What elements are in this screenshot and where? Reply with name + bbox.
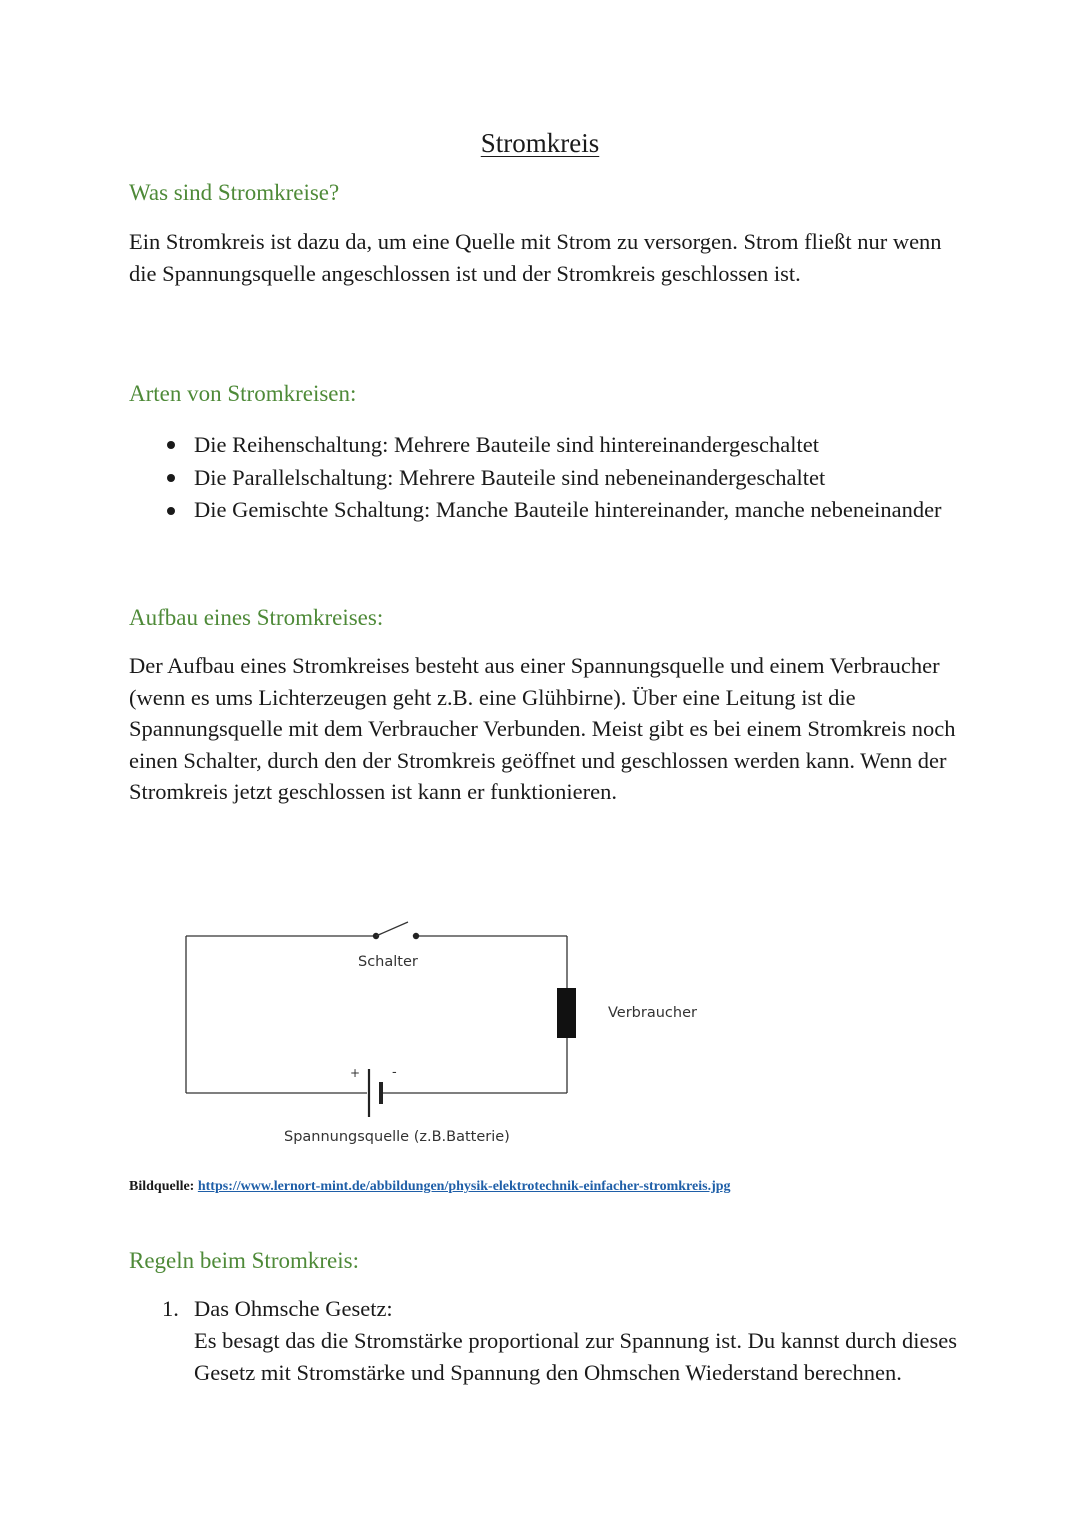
circuit-diagram-drawing	[180, 910, 740, 1160]
plus-sign: +	[350, 1066, 361, 1080]
switch-label: Schalter	[358, 954, 418, 970]
heading-what-are-circuits: Was sind Stromkreise?	[129, 180, 340, 205]
heading-circuit-structure: Aufbau eines Stromkreises:	[129, 605, 384, 630]
circuit-diagram	[180, 910, 740, 1160]
rule-text: Es besagt das die Stromstärke proportional zur Spannung ist. Du kannst durch dieses Gesetz mit Stromstärke und Spannung den Ohmschen Wiederstand berechnen.	[194, 1328, 957, 1385]
list-item: Die Reihenschaltung: Mehrere Bauteile sind hintereinandergeschaltet	[129, 428, 959, 461]
list-item-number: 1.	[162, 1296, 179, 1321]
page-title: Stromkreis	[480, 128, 600, 158]
switch-lever	[376, 922, 408, 936]
switch-contact-right	[413, 933, 419, 939]
load-resistor	[557, 988, 576, 1038]
list-item	[129, 1293, 959, 1389]
circuit-rules-list	[129, 1293, 959, 1389]
load-label: Verbraucher	[608, 1005, 697, 1021]
rule-title: Das Ohmsche Gesetz:	[194, 1296, 393, 1321]
list-item: Die Parallelschaltung: Mehrere Bauteile sind nebeneinandergeschaltet	[129, 461, 959, 494]
minus-sign: -	[392, 1065, 397, 1080]
circuit-types-list	[129, 428, 959, 526]
source-label: Spannungsquelle (z.B.Batterie)	[284, 1129, 510, 1145]
image-source-label: Bildquelle:	[129, 1179, 195, 1194]
list-item: Die Gemischte Schaltung: Manche Bauteile hintereinander, manche nebeneinander	[129, 494, 959, 526]
paragraph-what-are-circuits: Ein Stromkreis ist dazu da, um eine Quelle mit Strom zu versorgen. Strom fließt nur wenn die Spannungsquelle angeschlossen ist und der Stromkreis geschlossen ist.	[129, 229, 942, 286]
image-source	[129, 1179, 731, 1195]
paragraph-circuit-structure: Der Aufbau eines Stromkreises besteht aus einer Spannungsquelle und einem Verbraucher (wenn es ums Lichterzeugen geht z.B. eine Glühbirne). Über eine Leitung ist die Spannungsquelle mit dem Verbraucher Verbunden. Meist gibt es bei einem Stromkreis noch einen Schalter, durch den der Stromkreis geöffnet und geschlossen werden kann. Wenn der Stromkreis jetzt geschlossen ist kann er funktionieren.	[129, 653, 956, 804]
image-source-link[interactable]: https://www.lernort-mint.de/abbildungen/physik-elektrotechnik-einfacher-stromkreis.jpg	[197, 1179, 731, 1194]
heading-circuit-rules: Regeln beim Stromkreis:	[129, 1248, 359, 1273]
heading-circuit-types: Arten von Stromkreisen:	[129, 381, 357, 406]
